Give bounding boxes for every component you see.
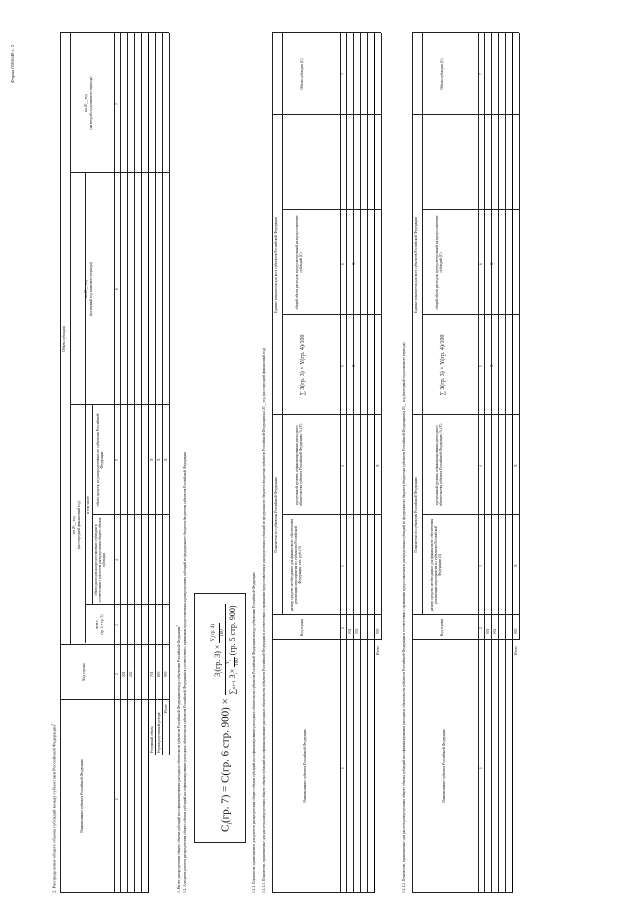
t312-x-mark-2: X [490,262,494,265]
s2-x-mark-2: X [157,458,161,461]
s2-in-that-number: в том числе [86,496,90,514]
s2-year1-sub: (на очередной финансовый год) [77,500,81,550]
t312-colnum-6: 6 [479,263,483,265]
s2-total-label: Итого [164,703,168,713]
t312-col5-header: ∑ З(гр. 3) × Y(гр. 4)/100 [440,334,446,396]
t312-x-mark-3: X [514,564,518,567]
t311-x-mark-2: X [352,262,356,265]
t311-row-code-2: 002 [355,628,359,634]
s2-colnum-6: 6 [115,288,119,290]
s2-colnum-4: 4 [115,559,119,561]
section3-1-1-title: 3.1.1. Показатели, применяемые для расчета распределения общего объема субсидий на софинансирование расходных обязательств субъектов Российской Федерации между субъектами Российской Федерации [252,572,256,893]
s2-year3-header: на 20__ год [84,94,88,112]
s2-col2-header: Код строки [82,663,86,681]
t312-colnum-4: 4 [479,465,483,467]
t312-group-left: Показатели по субъектам Российской Федерации [414,477,418,553]
s2-year1-header: на 20__ год [72,516,76,534]
distribution-formula: $C_i(гр$. 7) = C(гр. 6 стр. 900) × $3_i(гр$. 3) × $Y_i(гр$. 4) 100 ∑n i=1 $3_i\times$ $Y_i$ 100 (гр. 5 стр. 900) [211,605,240,832]
t312-colnum-5: 5 [479,365,483,367]
section3-1-title: 3.1. Алгоритм расчета распределения общего объема субсидий на софинансирование расходных обязательств субъектов Российской Федерации в соответствии с правилами предоставления и распределения субсидий из федерального бюджета бюджетам субъектов Российской Федерации [183,452,187,893]
s2-colnum-5: 5 [115,459,119,461]
s2-year2-header: на 20__ год [84,280,88,298]
s2-row-code-2: 202 [129,671,133,677]
s2-colnum-3: 3 [115,624,119,626]
t312-col4-header: предельный уровень софинансирования расходного обязательства субъекта Российской Федерации, % (Y) [435,423,444,507]
t312-total-label: Итого [514,645,518,655]
s2-colnum-1: 1 [115,798,119,800]
s2-col5-header: объем средств, не распределенных по субъектам Российской Федерации [96,413,105,507]
form-code: Форма 0503649 с. 2 [10,44,15,83]
formula-box [194,593,246,843]
t312-col3-header: размер средств, необходимых для финансового обеспечения реализации мероприятия по субъектам Российской Федерации (З) [430,518,443,612]
s2-total-header: всего [95,620,99,629]
t312-row-code-2: 002 [493,628,497,634]
t312-colnum-7: 7 [479,73,483,75]
s2-x-mark-1: X [150,458,154,461]
t312-col7-header: Объем субсидии (С) [440,58,444,90]
t311-group-left: Показатели по субъектам Российской Федерации [274,477,278,553]
section3-1-1-1-title: 3.1.1.1. Показатели, применяемые для расчета распределения общего объема субсидий на софинансирование расходных обязательств субъектов Российской Федерации в соответствии с правилами предоставления и распределения субсидий из федерального бюджета бюджетам субъектов Российской Федерации на 20__ год (на очередной финансовый год) [262,347,266,893]
t312-total-code: 900 [514,628,518,634]
t311-colnum-7: 7 [341,73,345,75]
t312-x-mark-4: X [514,464,518,467]
t311-colnum-2: 2 [341,627,345,629]
t311-x-mark-3: X [376,464,380,467]
t311-group-right: Единые показатели для всех субъектов Российской Федерации [274,217,278,313]
t312-col2-header: Код строки [440,618,444,637]
s2-year3-sub: (на второй год планового периода) [89,76,93,130]
s2-reserve-label: Резервный объем [150,726,154,753]
t312-colnum-1: 1 [479,767,483,769]
t312-col1-header: Наименование субъекта Российской Федерации [442,729,446,803]
t311-x-mark-1: X [352,364,356,367]
s2-total-code: 900 [164,671,168,677]
t311-col3-header: размер средств, необходимых для финансового обеспечения реализации мероприятия по субъектам Российской Федерации, тыс. руб. (З) [290,518,303,612]
s2-col4-header: объем расходов на предоставление субсидии в соответствии с расчетом распределения общего объема субсидии [94,517,107,603]
formula-fraction: $3_i(гр$. 3) × $Y_i(гр$. 4) 100 ∑n i=1 $3_i\times$ $Y_i$ 100 (гр. 5 стр. 900) [211,605,240,695]
s2-year2-sub: (на первый год планового периода) [89,262,93,316]
t312-x-mark-1: X [490,364,494,367]
s2-undistributed-label: Нераспределенный резерв [157,712,161,753]
s2-row-code-1: 201 [122,671,126,677]
s2-total-formula: (гр. 4 + гр. 5) [100,614,104,635]
s2-undistributed-code: 800 [157,671,161,677]
t312-colnum-3: 3 [479,565,483,567]
t312-colnum-2: 2 [479,627,483,629]
t311-col4-header: предельный уровень софинансирования расходного обязательства субъекта Российской Федерации, % (Y) [295,423,304,507]
t311-col7-header: Объем субсидии (С) [300,58,304,90]
t311-total-label: Итого [376,645,380,655]
t311-colnum-6: 6 [341,263,345,265]
s2-colnum-2: 2 [115,673,119,675]
t312-row-code-1: 001 [486,628,490,634]
t311-row-code-1: 001 [348,628,352,634]
t311-colnum-5: 5 [341,365,345,367]
section3-title: 3. Расчет распределения общего объема субсидий на софинансирование расходных обязательств субъектов Российской Федерации между субъектами Российской Федерации$^3$ [176,625,182,893]
t311-colnum-4: 4 [341,465,345,467]
t311-colnum-1: 1 [341,767,345,769]
section2-title: 2. Распределение общего объема субсидий между субъектами Российской Федерации$^2$ [50,723,57,893]
section3-1-1-2-title: 3.1.1.2. Показатели, применяемые для расчета распределения общего объема субсидий на софинансирование расходных обязательств субъектов Российской Федерации в соответствии с правилами предоставления и распределения субсидий из федерального бюджета бюджетам субъектов Российской Федерации на 20__ год (на первый год планового периода) [402,342,406,893]
t311-col5-header: ∑ З(гр. 3) × Y(гр. 4)/100 [300,334,306,396]
t311-col6-header: общий объем расходов, предусмотренный на предоставление субсидий (C) [295,215,304,310]
s2-reserve-code: 701 [150,671,154,677]
s2-x-mark-3: X [164,458,168,461]
s2-col1-header: Наименование субъекта Российской Федерации [80,759,84,833]
s2-group-header: Объем субсидии [62,326,66,352]
t312-col6-header: общий объем расходов, предусмотренный на предоставление субсидий (C) [435,215,444,310]
t311-total-code: 900 [376,628,380,634]
t312-group-right: Единые показатели для всех субъектов Российской Федерации [414,217,418,313]
t311-colnum-3: 3 [341,565,345,567]
s2-colnum-7: 7 [115,103,119,105]
t311-col1-header: Наименование субъекта Российской Федерации [303,729,307,803]
t311-col2-header: Код строки [300,618,304,637]
